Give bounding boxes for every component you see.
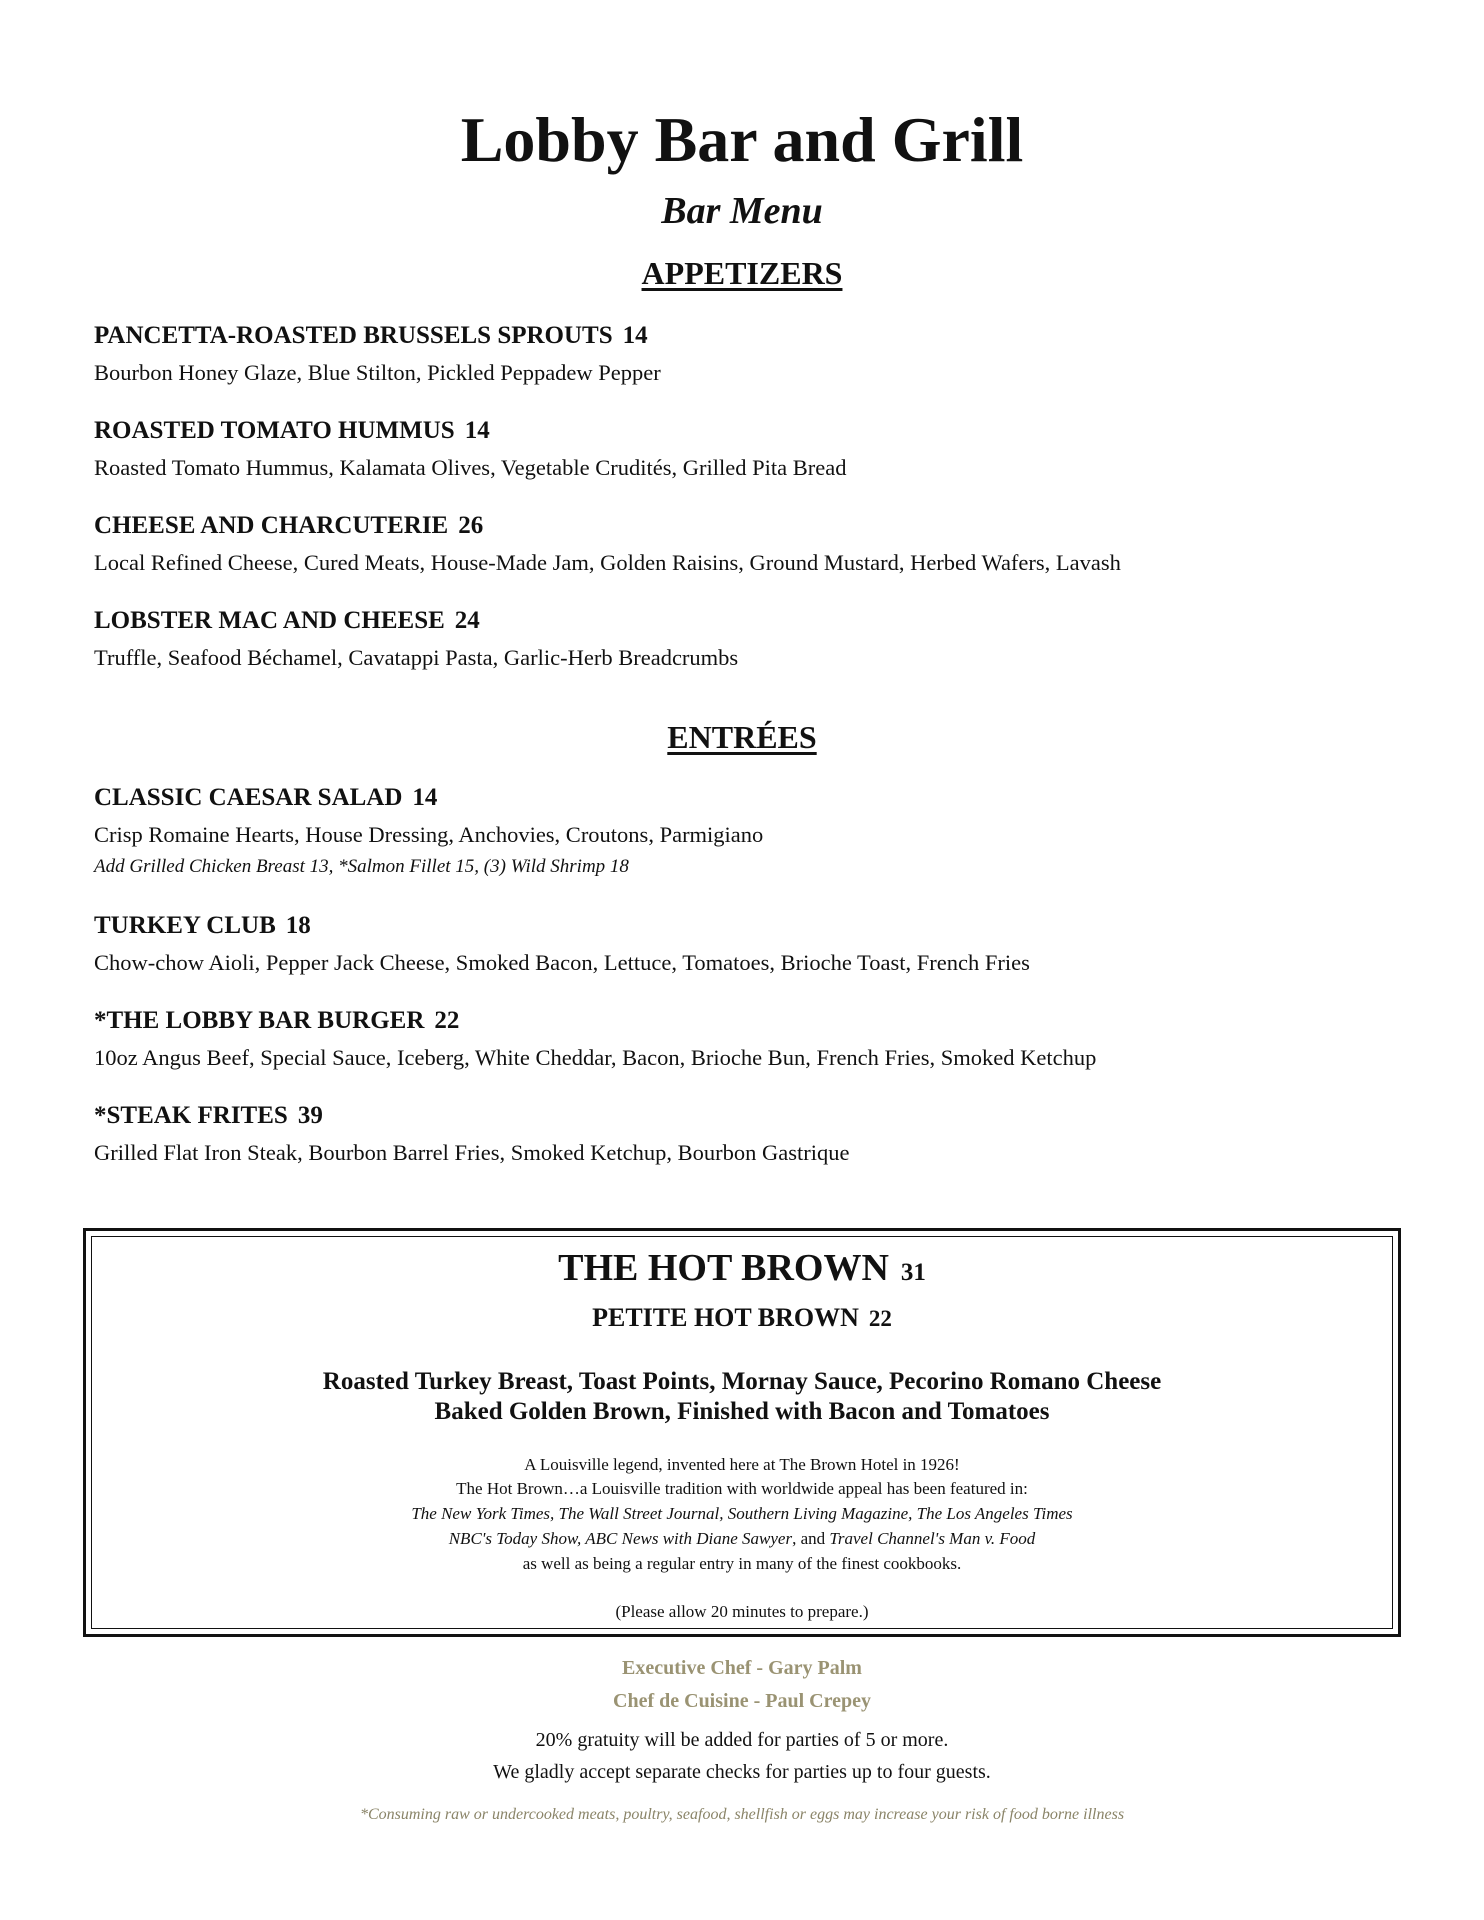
- appetizers-heading: APPETIZERS: [641, 255, 843, 291]
- item-addon-options: Add Grilled Chicken Breast 13, *Salmon Fillet 15, (3) Wild Shrimp 18: [94, 856, 629, 877]
- item-name: *STEAK FRITES: [94, 1102, 288, 1129]
- item-description: Grilled Flat Iron Steak, Bourbon Barrel Fries, Smoked Ketchup, Bourbon Gastrique: [94, 1140, 850, 1165]
- restaurant-title: Lobby Bar and Grill: [460, 104, 1024, 175]
- item-description: Roasted Tomato Hummus, Kalamata Olives, Vegetable Crudités, Grilled Pita Bread: [94, 455, 847, 480]
- hot-brown-inner-border: [91, 1236, 1393, 1629]
- hot-brown-story-line: A Louisville legend, invented here at The Brown Hotel in 1926!: [524, 1455, 960, 1474]
- menu-item: [94, 1005, 1394, 1073]
- item-price: 18: [285, 912, 311, 939]
- entrees-heading: ENTRÉES: [667, 719, 817, 755]
- menu-subtitle: Bar Menu: [661, 190, 823, 232]
- petite-hot-brown-title: PETITE HOT BROWN: [592, 1303, 859, 1332]
- food-safety-disclaimer: *Consuming raw or undercooked meats, poultry, seafood, shellfish or eggs may increase your risk of food borne illness: [359, 1806, 1125, 1823]
- item-name: PANCETTA-ROASTED BRUSSELS SPROUTS: [94, 322, 613, 349]
- item-price: 26: [458, 512, 484, 539]
- menu-item: [94, 605, 1394, 673]
- item-name: LOBSTER MAC AND CHEESE: [94, 607, 445, 634]
- item-price: 39: [297, 1102, 323, 1129]
- item-name: CLASSIC CAESAR SALAD: [94, 784, 403, 811]
- menu-item: [94, 510, 1394, 578]
- hot-brown-press-list: NBC's Today Show, ABC News with Diane Sawyer, and Travel Channel's Man v. Food: [448, 1529, 1036, 1548]
- hot-brown-story-line: The Hot Brown…a Louisville tradition with worldwide appeal has been featured in:: [456, 1479, 1028, 1498]
- separate-checks-note: We gladly accept separate checks for parties up to four guests.: [493, 1761, 991, 1783]
- hot-brown-title: THE HOT BROWN: [558, 1247, 889, 1289]
- item-price: 14: [622, 322, 648, 349]
- hot-brown-feature-box: [83, 1228, 1401, 1637]
- executive-chef-credit: Executive Chef - Gary Palm: [622, 1657, 862, 1679]
- menu-item: [94, 782, 1394, 880]
- item-description: Local Refined Cheese, Cured Meats, House-Made Jam, Golden Raisins, Ground Mustard, Herbed Wafers, Lavash: [94, 550, 1121, 575]
- menu-item: [94, 320, 1394, 388]
- item-description: Crisp Romaine Hearts, House Dressing, Anchovies, Croutons, Parmigiano: [94, 822, 764, 847]
- petite-hot-brown-price: 22: [868, 1306, 892, 1331]
- item-description: Chow-chow Aioli, Pepper Jack Cheese, Smoked Bacon, Lettuce, Tomatoes, Brioche Toast, French Fries: [94, 950, 1030, 975]
- hot-brown-press-list: The New York Times, The Wall Street Journal, Southern Living Magazine, The Los Angeles Times: [411, 1504, 1073, 1523]
- hot-brown-description-line: Roasted Turkey Breast, Toast Points, Mornay Sauce, Pecorino Romano Cheese: [322, 1368, 1162, 1395]
- item-description: Bourbon Honey Glaze, Blue Stilton, Pickled Peppadew Pepper: [94, 360, 661, 385]
- menu-item: [94, 910, 1394, 978]
- hot-brown-price: 31: [900, 1259, 926, 1286]
- item-name: ROASTED TOMATO HUMMUS: [94, 417, 455, 444]
- item-description: Truffle, Seafood Béchamel, Cavatappi Pasta, Garlic-Herb Breadcrumbs: [94, 645, 739, 670]
- item-price: 14: [412, 784, 438, 811]
- menu-item: [94, 1100, 1394, 1168]
- hot-brown-description-line: Baked Golden Brown, Finished with Bacon and Tomatoes: [434, 1398, 1050, 1425]
- item-name: TURKEY CLUB: [94, 912, 276, 939]
- hot-brown-prep-note: (Please allow 20 minutes to prepare.): [615, 1602, 869, 1621]
- hot-brown-story-line: as well as being a regular entry in many of the finest cookbooks.: [522, 1554, 962, 1573]
- item-description: 10oz Angus Beef, Special Sauce, Iceberg, White Cheddar, Bacon, Brioche Bun, French Fries, Smoked Ketchup: [94, 1045, 1097, 1070]
- item-price: 22: [434, 1007, 460, 1034]
- item-price: 24: [454, 607, 480, 634]
- menu-item: [94, 415, 1394, 483]
- item-name: *THE LOBBY BAR BURGER: [94, 1007, 425, 1034]
- item-price: 14: [464, 417, 490, 444]
- chef-de-cuisine-credit: Chef de Cuisine - Paul Crepey: [613, 1690, 871, 1712]
- gratuity-note: 20% gratuity will be added for parties of 5 or more.: [535, 1729, 949, 1751]
- item-name: CHEESE AND CHARCUTERIE: [94, 512, 449, 539]
